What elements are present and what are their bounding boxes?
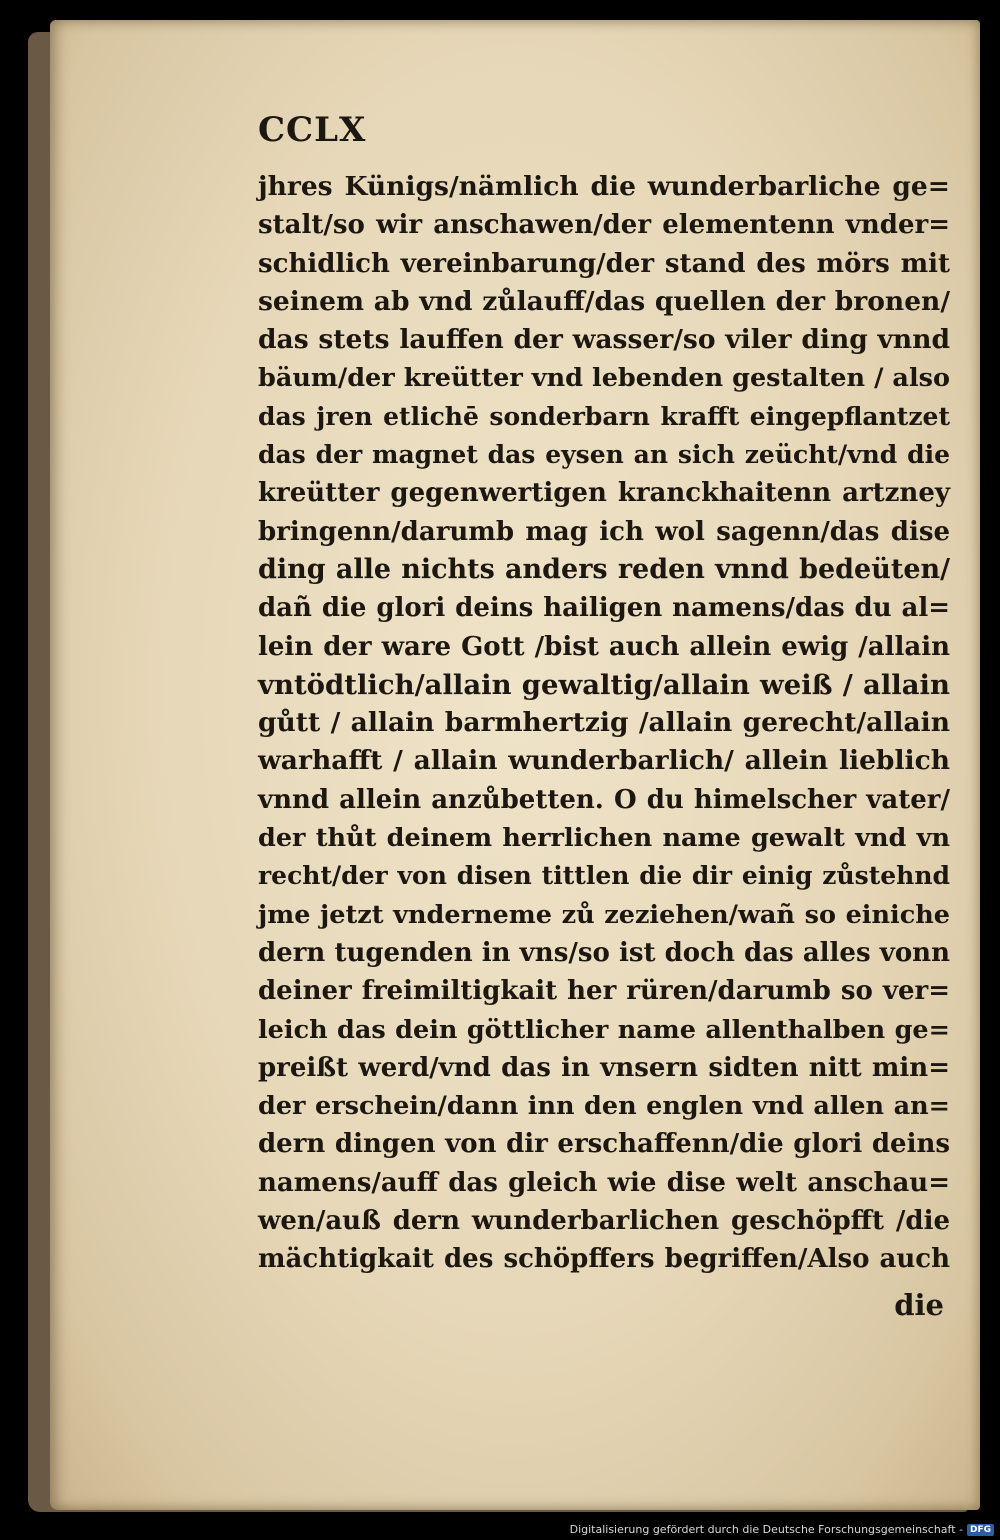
text-line: jhres Künigs/nämlich die wunderbarliche ge= (258, 171, 950, 202)
text-line: dern tugenden in vns/so ist doch das alles vonn (258, 937, 950, 968)
text-line: wen/auß dern wunderbarlichen geschöpfft /die (258, 1206, 950, 1237)
text-line: vntödtlich/allain gewaltig/allain weiß / allain (258, 668, 950, 701)
text-line: das stets lauffen der wasser/so viler ding vnnd (258, 324, 950, 356)
text-line: mächtigkait des schöpffers begriffen/Also auch (258, 1244, 950, 1275)
text-line: das jren etlichē sonderbarn krafft eingepflantzet (258, 401, 950, 431)
digitization-credit (570, 1523, 994, 1536)
text-line: der erschein/dann inn den englen vnd allen an= (258, 1091, 950, 1122)
text-line: dañ die glori deins hailigen namens/das du al= (258, 593, 950, 624)
text-line: preißt werd/vnd das in vnsern sidten nitt min= (258, 1052, 950, 1083)
text-line: jme jetzt vnderneme zů zeziehen/wañ so einiche (258, 899, 950, 930)
text-line: namens/auff das gleich wie dise welt anschau= (258, 1167, 950, 1198)
text-line: kreütter gegenwertigen kranckhaitenn artzney (258, 478, 950, 509)
text-line: stalt/so wir anschawen/der elementenn vnder= (258, 210, 950, 241)
catchword: die (894, 1288, 944, 1322)
text-line: vnnd allein anzůbetten. O du himelscher vater/ (258, 784, 950, 815)
text-line: dern dingen von dir erschaffenn/die glori deins (258, 1129, 950, 1160)
text-block (258, 168, 950, 1279)
text-line: deiner freimiltigkait her rüren/darumb so ver= (258, 976, 950, 1007)
text-line: schidlich vereinbarung/der stand des mörs mit (258, 248, 950, 279)
text-line: seinem ab vnd zůlauff/das quellen der bronen/ (258, 285, 950, 317)
text-line: warhafft / allain wunderbarlich/ allein lieblich (258, 745, 950, 777)
text-line: bäum/der kreütter vnd lebenden gestalten / also (258, 363, 950, 394)
text-line: das der magnet das eysen an sich zeücht/vnd die (258, 440, 950, 470)
credit-text: Digitalisierung gefördert durch die Deutsche Forschungsgemeinschaft - (569, 1523, 963, 1536)
text-line: ding alle nichts anders reden vnnd bedeüten/ (258, 553, 950, 585)
text-line: gůtt / allain barmhertzig /allain gerecht/allain (258, 707, 950, 739)
text-line: der thůt deinem herrlichen name gewalt vnd vn (258, 823, 950, 854)
folio-number: CCLX (258, 110, 367, 150)
dfg-logo-icon: DFG (967, 1524, 994, 1536)
text-line: recht/der von disen tittlen die dir einig zůstehnd (258, 861, 950, 891)
text-line: leich das dein göttlicher name allenthalben ge= (258, 1014, 950, 1045)
text-line: lein der ware Gott /bist auch allein ewig /allain (258, 631, 950, 662)
text-line: bringenn/darumb mag ich wol sagenn/das dise (258, 516, 950, 547)
